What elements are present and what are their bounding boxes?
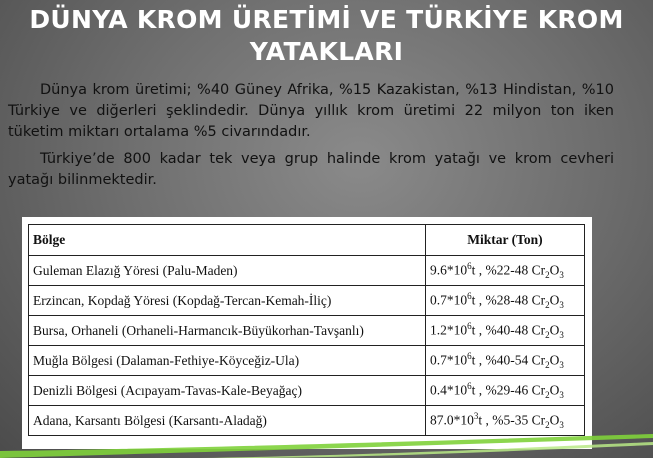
cell-amount xyxy=(426,286,585,316)
formula-oxygen: O xyxy=(549,292,560,308)
table-row xyxy=(29,256,585,286)
table-row xyxy=(29,406,585,436)
amount-exponent: 6 xyxy=(467,380,472,391)
slide-title-line-2: YATAKLARI xyxy=(249,37,404,66)
amount-grade: t , %22-48 Cr xyxy=(471,262,546,278)
table-row xyxy=(29,316,585,346)
amount-exponent: 6 xyxy=(467,260,472,271)
formula-subscript-cr: 2 xyxy=(545,300,550,311)
amount-grade: t , %28-48 Cr xyxy=(471,292,546,308)
formula-subscript-cr: 2 xyxy=(545,330,550,341)
formula-subscript-o: 3 xyxy=(559,390,564,401)
formula-subscript-o: 3 xyxy=(559,330,564,341)
cell-region: Muğla Bölgesi (Dalaman-Fethiye-Köyceğiz-Ula) xyxy=(29,346,426,376)
amount-exponent: 3 xyxy=(473,410,479,421)
amount-grade: t , %5-35 Cr xyxy=(478,412,546,428)
amount-value: 9.6*10 xyxy=(430,262,468,278)
formula-subscript-cr: 2 xyxy=(545,420,550,431)
amount-value: 1.2*10 xyxy=(430,322,468,338)
cell-amount xyxy=(426,376,585,406)
amount-grade: t , %40-48 Cr xyxy=(471,322,546,338)
formula-subscript-cr: 2 xyxy=(545,270,550,281)
amount-exponent: 6 xyxy=(467,350,472,361)
amount-grade: t , %29-46 Cr xyxy=(471,382,546,398)
table-body xyxy=(29,256,585,436)
cell-amount xyxy=(426,256,585,286)
formula-oxygen: O xyxy=(549,322,560,338)
column-header-amount: Miktar (Ton) xyxy=(426,225,585,256)
cell-region: Guleman Elazığ Yöresi (Palu-Maden) xyxy=(29,256,426,286)
formula-subscript-o: 3 xyxy=(559,300,564,311)
amount-value: 0.7*10 xyxy=(430,352,468,368)
formula-oxygen: O xyxy=(549,412,560,428)
amount-value: 87.0*10 xyxy=(430,412,474,428)
formula-subscript-cr: 2 xyxy=(545,390,550,401)
amount-value: 0.7*10 xyxy=(430,292,468,308)
formula-oxygen: O xyxy=(549,382,560,398)
cell-region: Adana, Karsantı Bölgesi (Karsantı-Aladağ) xyxy=(29,406,426,436)
body-text xyxy=(8,80,614,191)
table-row xyxy=(29,376,585,406)
amount-exponent: 6 xyxy=(467,320,472,331)
cell-amount xyxy=(426,406,585,436)
table-panel xyxy=(22,217,592,449)
paragraph-turkey-deposits: Türkiye’de 800 kadar tek veya grup halinde krom yatağı ve krom cevheri yatağı bilinmektedir. xyxy=(8,151,614,188)
slide-title-line-1: DÜNYA KROM ÜRETİMİ VE TÜRKİYE KROM xyxy=(29,5,624,34)
table-row xyxy=(29,286,585,316)
amount-grade: t , %40-54 Cr xyxy=(471,352,546,368)
formula-subscript-o: 3 xyxy=(559,360,564,371)
chromium-deposits-table xyxy=(28,224,585,436)
formula-oxygen: O xyxy=(549,352,560,368)
paragraph-world-production: Dünya krom üretimi; %40 Güney Afrika, %15 Kazakistan, %13 Hindistan, %10 Türkiye ve diğerleri şeklindedir. Dünya yıllık krom üretimi 22 milyon ton iken tüketim miktarı ortalama %5 civarındadır. xyxy=(8,82,614,140)
table-header-row xyxy=(29,225,585,256)
formula-subscript-cr: 2 xyxy=(545,360,550,371)
cell-amount xyxy=(426,316,585,346)
cell-region: Denizli Bölgesi (Acıpayam-Tavas-Kale-Beyağaç) xyxy=(29,376,426,406)
column-header-region: Bölge xyxy=(29,225,426,256)
formula-oxygen: O xyxy=(549,262,560,278)
green-accent-stripes xyxy=(0,434,653,458)
formula-subscript-o: 3 xyxy=(559,420,564,431)
cell-region: Erzincan, Kopdağ Yöresi (Kopdağ-Tercan-Kemah-İliç) xyxy=(29,286,426,316)
amount-exponent: 6 xyxy=(467,290,472,301)
formula-subscript-o: 3 xyxy=(559,270,564,281)
table-row xyxy=(29,346,585,376)
cell-region: Bursa, Orhaneli (Orhaneli-Harmancık-Büyükorhan-Tavşanlı) xyxy=(29,316,426,346)
cell-amount xyxy=(426,346,585,376)
slide-title xyxy=(0,4,653,68)
amount-value: 0.4*10 xyxy=(430,382,468,398)
